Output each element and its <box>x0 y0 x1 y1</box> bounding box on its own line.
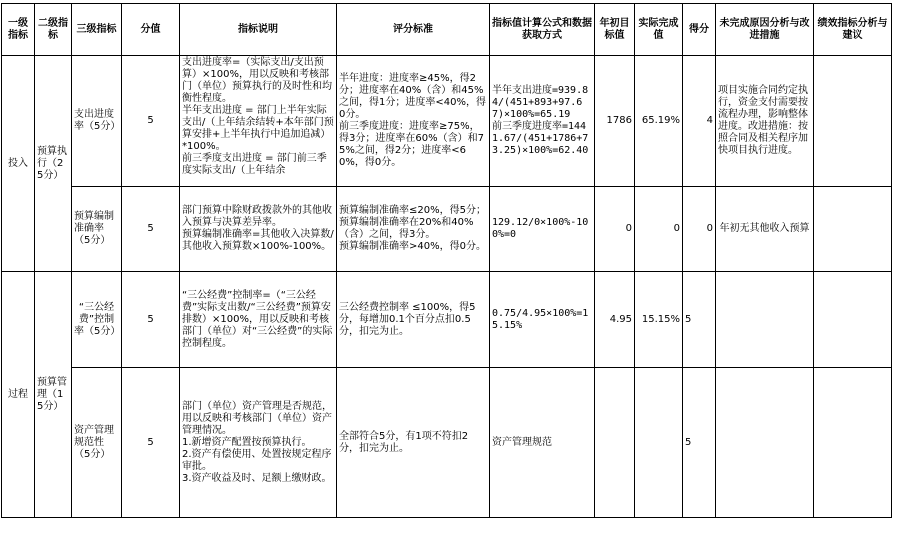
actual-cell[interactable] <box>635 368 683 518</box>
target-cell[interactable] <box>595 368 635 518</box>
level2-cell-budget-management[interactable]: 预算管理（15分） <box>35 272 72 518</box>
description-cell[interactable]: 部门（单位）资产管理是否规范，用以反映和考核部门（单位）资产管理情况。 1.新增资产配置按预算执行。 2.资产有偿使用、处置按规定程序审批。 3.资产收益及时、足额上缴财政。 <box>180 368 337 518</box>
target-cell[interactable]: 4.95 <box>595 272 635 368</box>
formula-cell[interactable]: 资产管理规范 <box>490 368 595 518</box>
criteria-cell[interactable]: 全部符合5分，有1项不符扣2分，扣完为止。 <box>337 368 490 518</box>
level2-cell-budget-execution[interactable]: 预算执行（25分） <box>35 56 72 272</box>
level1-cell-input[interactable]: 投入 <box>2 56 35 272</box>
score-value-cell[interactable]: 5 <box>122 56 180 187</box>
score-cell[interactable]: 5 <box>683 272 716 368</box>
formula-cell[interactable]: 0.75/4.95×100%=15.15% <box>490 272 595 368</box>
description-cell[interactable]: “三公经费”控制率=（“三公经费”实际支出数/“三公经费”预算安排数）×100%，用以反映和考核部门（单位）对“三公经费”的实际控制程度。 <box>180 272 337 368</box>
reason-cell[interactable] <box>716 272 814 368</box>
level3-cell[interactable]: 支出进度率（5分） <box>72 56 122 187</box>
header-level2: 二级指标 <box>35 4 72 56</box>
criteria-cell[interactable]: 半年进度：进度率≥45%，得2分；进度率在40%（含）和45%之间，得1分；进度率<40%，得0分。 前三季度进度：进度率≥75%，得3分；进度率在60%（含）和75%之间，得2分；进度率<60%，得0分。 <box>337 56 490 187</box>
score-value-cell[interactable]: 5 <box>122 187 180 272</box>
header-score-value: 分值 <box>122 4 180 56</box>
header-description: 指标说明 <box>180 4 337 56</box>
score-cell[interactable]: 0 <box>683 187 716 272</box>
reason-cell[interactable] <box>716 368 814 518</box>
target-cell[interactable]: 1786 <box>595 56 635 187</box>
header-perf: 绩效指标分析与建议 <box>814 4 892 56</box>
actual-cell[interactable]: 65.19% <box>635 56 683 187</box>
level3-cell[interactable]: 资产管理规范性（5分） <box>72 368 122 518</box>
level3-cell[interactable]: 预算编制准确率（5分） <box>72 187 122 272</box>
level3-cell[interactable]: “三公经费”控制率（5分） <box>72 272 122 368</box>
perf-cell[interactable] <box>814 368 892 518</box>
score-cell[interactable]: 4 <box>683 56 716 187</box>
header-actual: 实际完成值 <box>635 4 683 56</box>
header-row <box>2 4 892 56</box>
description-cell[interactable]: 支出进度率=（实际支出/支出预算）×100%，用以反映和考核部门（单位）预算执行的及时性和均衡性程度。 半年支出进度 = 部门上半年实际支出/（上年结余结转+本年部门预算安排+上半年执行中追加追减）*100%。 前三季度支出进度 = 部门前三季度实际支出/（上年结余 <box>180 56 337 187</box>
perf-cell[interactable] <box>814 187 892 272</box>
header-level3: 三级指标 <box>72 4 122 56</box>
description-cell[interactable]: 部门预算中除财政拨款外的其他收入预算与决算差异率。 预算编制准确率=其他收入决算数/其他收入预算数×100%-100%。 <box>180 187 337 272</box>
table-row <box>2 56 892 187</box>
target-cell[interactable]: 0 <box>595 187 635 272</box>
reason-cell[interactable]: 项目实施合同约定执行，资金支付需要按流程办理，影响整体进度。改进措施：按照合同及相关程序加快项目执行进度。 <box>716 56 814 187</box>
level1-cell-process[interactable]: 过程 <box>2 272 35 518</box>
header-reason: 未完成原因分析与改进措施 <box>716 4 814 56</box>
header-target: 年初目标值 <box>595 4 635 56</box>
formula-cell[interactable]: 半年支出进度=939.84/(451+893+97.67)×100%=65.19 前三季度进度率=1441.67/(451+1786+73.25)×100%=62.40 <box>490 56 595 187</box>
score-value-cell[interactable]: 5 <box>122 368 180 518</box>
score-value-cell[interactable]: 5 <box>122 272 180 368</box>
actual-cell[interactable]: 15.15% <box>635 272 683 368</box>
header-criteria: 评分标准 <box>337 4 490 56</box>
criteria-cell[interactable]: 三公经费控制率 ≤100%，得5分，每增加0.1个百分点扣0.5分，扣完为止。 <box>337 272 490 368</box>
table-row <box>2 272 892 368</box>
formula-cell[interactable]: 129.12/0×100%-100%=0 <box>490 187 595 272</box>
header-formula: 指标值计算公式和数据获取方式 <box>490 4 595 56</box>
table-row <box>2 368 892 518</box>
score-cell[interactable]: 5 <box>683 368 716 518</box>
header-score: 得分 <box>683 4 716 56</box>
actual-cell[interactable]: 0 <box>635 187 683 272</box>
header-level1: 一级指标 <box>2 4 35 56</box>
performance-evaluation-table <box>1 3 892 518</box>
table-row <box>2 187 892 272</box>
perf-cell[interactable] <box>814 272 892 368</box>
reason-cell[interactable]: 年初无其他收入预算 <box>716 187 814 272</box>
criteria-cell[interactable]: 预算编制准确率≤20%，得5分； 预算编制准确率在20%和40%（含）之间，得3分。 预算编制准确率>40%，得0分。 <box>337 187 490 272</box>
perf-cell[interactable] <box>814 56 892 187</box>
